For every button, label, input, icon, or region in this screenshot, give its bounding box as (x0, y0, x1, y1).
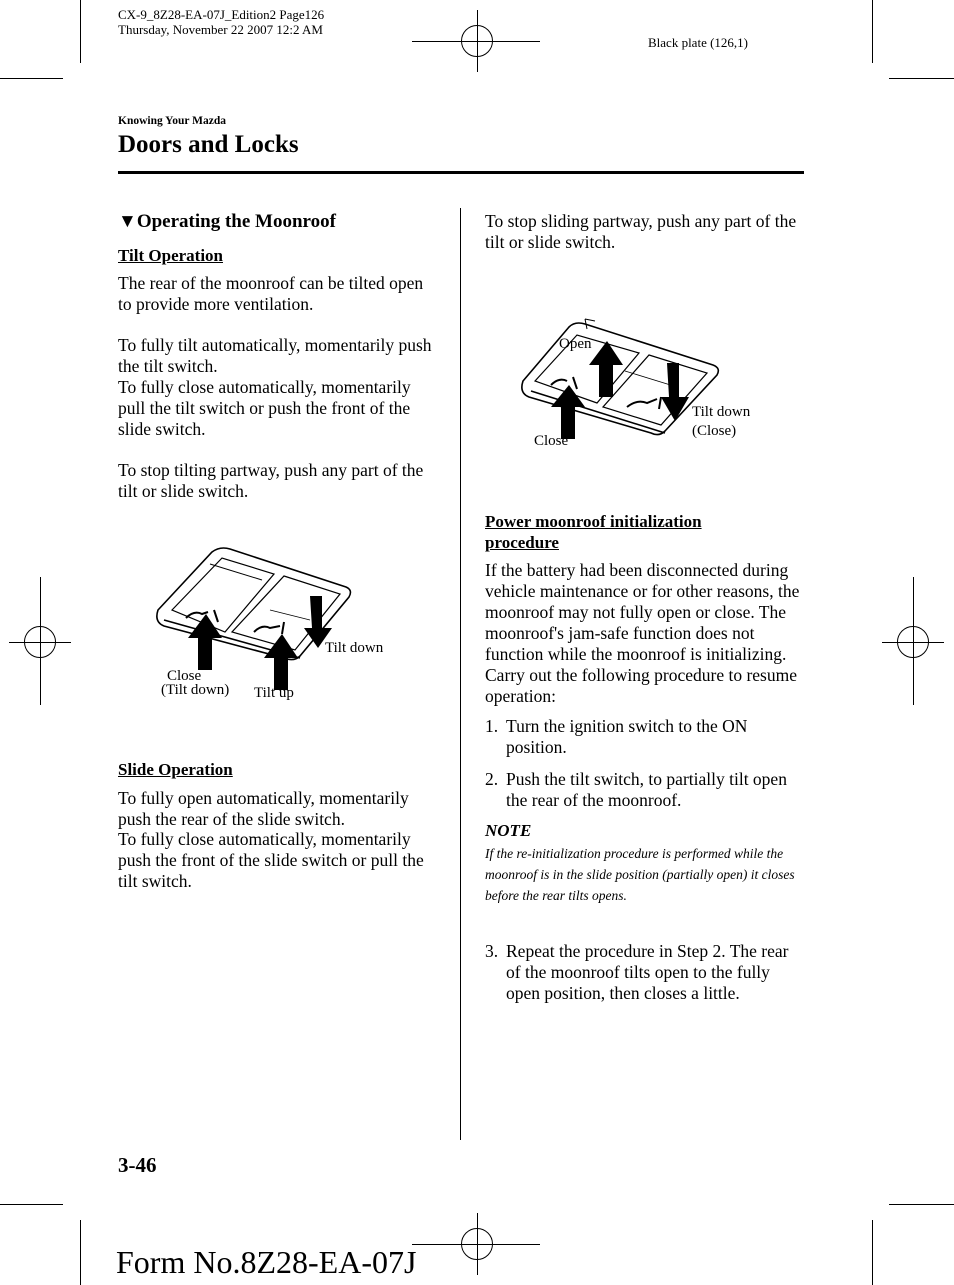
crop-mark (80, 0, 81, 63)
fig2-label-tilt-down-sub: (Close) (692, 423, 737, 439)
print-file-line: CX-9_8Z28-EA-07J_Edition2 Page126 (118, 7, 325, 22)
section-heading-text: Operating the Moonroof (136, 211, 336, 232)
print-date-line: Thursday, November 22 2007 12:2 AM (118, 22, 323, 37)
init-procedure-title-line-1: Power moonroof initialization (485, 512, 702, 531)
registration-mark-icon (897, 626, 929, 658)
stop-sliding-paragraph: To stop sliding partway, push any part of the tilt or slide switch. (485, 211, 797, 252)
tilt-paragraph-1: The rear of the moonroof can be tilted open to provide more ventilation. (118, 273, 424, 314)
crop-mark (0, 78, 63, 79)
step-number: 2. (485, 769, 499, 789)
slide-paragraph-1a: To fully open automatically, momentarily push the rear of the slide switch. (118, 788, 409, 829)
step-text: Repeat the procedure in Step 2. The rear of the moonroof tilts open to the fully open position, then closes a little. (506, 941, 789, 1003)
step-number: 1. (485, 716, 499, 736)
crop-mark (872, 1220, 873, 1285)
tilt-operation-title: Tilt Operation (118, 246, 223, 265)
slide-paragraph-1b: To fully close automatically, momentarily push the front of the slide switch or pull the tilt switch. (118, 829, 424, 891)
step-number: 3. (485, 941, 499, 961)
fig2-label-tilt-down: Tilt down (692, 404, 751, 420)
list-item (485, 769, 800, 811)
fig1-label-close: Close (167, 668, 202, 684)
init-procedure-title (485, 511, 800, 553)
crop-mark (889, 1204, 954, 1205)
tilt-paragraph-2a: To fully tilt automatically, momentarily push the tilt switch. (118, 335, 432, 376)
list-item (485, 941, 800, 1004)
init-paragraph: If the battery had been disconnected during vehicle maintenance or for other reasons, the moonroof may not fully open or close. The moonroof's jam-safe function does not function while the moonroof is initializing. Carry out the following procedure to resume operation: (485, 560, 800, 706)
step-list (485, 716, 800, 811)
fig2-label-close: Close (534, 433, 569, 449)
fig2-label-open: Open (559, 336, 592, 352)
crop-mark (889, 78, 954, 79)
tilt-paragraph-2b: To fully close automatically, momentarily pull the tilt switch or push the front of the slide switch. (118, 377, 411, 439)
fig1-label-tilt-up: Tilt up (254, 685, 294, 701)
init-procedure-title-line-2: procedure (485, 533, 559, 552)
section-label: Knowing Your Mazda (118, 115, 226, 127)
fig1-label-tilt-down: Tilt down (325, 640, 384, 656)
step-list-continued (485, 941, 800, 1004)
form-number: Form No.8Z28-EA-07J (116, 1244, 417, 1280)
step-text: Push the tilt switch, to partially tilt open the rear of the moonroof. (506, 769, 787, 810)
tilt-paragraph-3: To stop tilting partway, push any part of the tilt or slide switch. (118, 460, 424, 501)
header-rule (118, 171, 804, 174)
section-heading (118, 210, 448, 234)
crop-mark (872, 0, 873, 63)
step-text: Turn the ignition switch to the ON position. (506, 716, 748, 757)
crop-mark (80, 1220, 81, 1285)
page-title: Doors and Locks (118, 131, 299, 158)
registration-mark-icon (24, 626, 56, 658)
page-number: 3-46 (118, 1153, 157, 1177)
triangle-marker-icon: ▼ (118, 211, 137, 232)
column-divider (460, 208, 461, 1140)
note-text: If the re-initialization procedure is performed while the moonroof is in the slide position (partially open) it closes before the rear tilts opens. (485, 846, 795, 903)
list-item (485, 716, 800, 758)
registration-mark-icon (461, 25, 493, 57)
crop-mark (0, 1204, 63, 1205)
slide-operation-title: Slide Operation (118, 760, 233, 779)
fig1-label-close-sub: (Tilt down) (161, 682, 230, 698)
registration-mark-icon (461, 1228, 493, 1260)
plate-label: Black plate (126,1) (648, 35, 748, 50)
note-label: NOTE (485, 821, 532, 840)
